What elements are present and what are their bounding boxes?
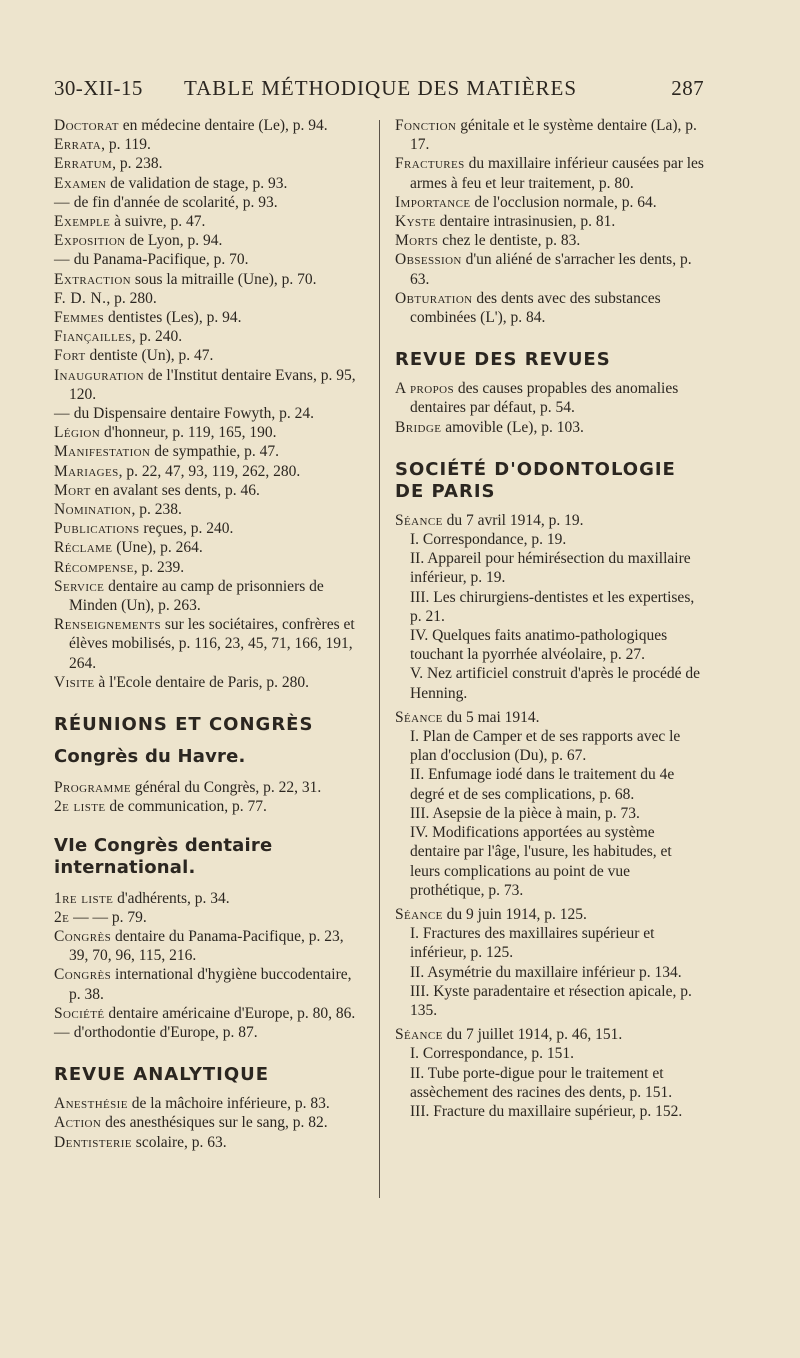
entry-text: du Dispensaire dentaire Fowyth, p. 24. [69,405,314,423]
index-entry [54,174,364,193]
index-entry [54,927,364,965]
index-entry [54,1113,364,1132]
index-entry [54,193,364,212]
header-date: 30-XII-15 [54,76,143,100]
entry-keyword: Congrès [54,927,112,945]
index-entry [54,889,364,908]
index-entry [54,462,364,481]
seance-item: III. Les chirurgiens-dentistes et les expertises, p. 21. [410,588,695,625]
entry-text: en avalant ses dents, p. 46. [90,481,260,499]
index-entry [395,418,705,437]
index-entry [54,481,364,500]
header-title: TABLE MÉTHODIQUE DES MATIÈRES [184,76,578,100]
entry-keyword: Société [54,1004,105,1022]
index-entry [54,673,364,692]
entry-keyword: Examen [54,174,107,192]
entry-keyword: Bridge [395,418,442,436]
index-entry [54,1133,364,1152]
entry-text: scolaire, p. 63. [131,1133,227,1151]
entry-text: de sympathie, p. 47. [150,443,280,461]
entry-text: dentaire intrasinusien, p. 81. [435,213,616,231]
entry-keyword: Exemple [54,213,111,231]
seance-item: I. Correspondance, p. 151. [410,1045,574,1063]
entry-text: d'un aliéné de s'arracher les dents, p. 63. [410,251,692,288]
entry-text: , p. 238. [112,155,163,173]
entry-keyword: Réclame [54,539,113,557]
entry-text: sur les sociétaires, confrères et élèves mobilisés, p. 116, 23, 45, 71, 166, 191, 264. [69,616,355,672]
entry-text: de Lyon, p. 94. [125,232,223,250]
seance-item: I. Fractures des maxillaires supérieur et inférieur, p. 125. [410,925,655,962]
entry-keyword: Service [54,577,105,595]
index-entry [54,308,364,327]
entry-text: du 5 mai 1914. [442,708,540,726]
index-entry [54,327,364,346]
entry-text: , p. 238. [131,501,182,519]
left-column [54,116,364,1152]
entry-keyword: 2e [54,908,70,926]
index-entry [54,797,364,816]
seance-list [395,511,705,1121]
entry-keyword: Doctorat [54,117,119,134]
entry-keyword: Morts [395,232,439,250]
entry-text: de l'occlusion normale, p. 64. [470,193,657,211]
index-entry [54,135,364,154]
entry-keyword: Femmes [54,309,105,327]
entry-keyword: — [54,251,70,269]
entry-text: dentaire au camp de prisonniers de Minden (Un), p. 263. [69,577,324,615]
entry-text: — — p. 79. [69,908,147,926]
index-entry [395,379,705,417]
seance-entry [395,905,705,924]
entry-text: d'adhérents, p. 34. [113,889,230,907]
index-entry [54,366,364,404]
entry-text: à suivre, p. 47. [110,213,206,231]
entry-text: chez le dentiste, p. 83. [438,232,581,250]
entry-keyword: Séance [395,1026,443,1044]
index-entry [54,154,364,173]
seance-entry [395,708,705,727]
index-entry [54,270,364,289]
havre-entry-list [54,778,364,816]
entry-keyword: Kyste [395,213,436,231]
right-column [395,116,705,1126]
entry-text: en médecine dentaire (Le), p. 94. [118,117,328,134]
revues-entry-list [395,379,705,437]
index-entry [54,423,364,442]
entry-keyword: Nomination [54,501,132,519]
entry-keyword: Visite [54,673,95,691]
entry-keyword: Action [54,1114,102,1132]
entry-keyword: F. D. N. [54,289,107,307]
index-entry [54,1023,364,1042]
seance-item: V. Nez artificiel construit d'après le procédé de Henning. [410,665,700,702]
entry-text: , p. 240. [131,328,183,346]
entry-keyword: — [54,193,70,211]
entry-text: international d'hygiène buccodentaire, p. 38. [69,966,352,1003]
index-entry [54,908,364,927]
entry-keyword: Extraction [54,270,132,288]
index-entry [54,500,364,519]
entry-keyword: Inauguration [54,366,145,384]
left-entry-list [54,116,364,692]
subheading-vi-congres: VIe Congrès dentaire international. [54,834,273,878]
entry-text: dentaire du Panama-Pacifique, p. 23, 39, 70, 96, 115, 216. [69,927,344,965]
entry-text: (Une), p. 264. [112,539,203,557]
seance-entry [395,511,705,530]
entry-keyword: A propos [395,380,454,398]
entry-keyword: Fractures [395,155,465,173]
seance-item: I. Correspondance, p. 19. [410,531,567,549]
entry-keyword: 2e liste [54,798,106,816]
entry-text: amovible (Le), p. 103. [441,418,584,436]
entry-keyword: Mariages [54,462,119,480]
section-heading-reunions: RÉUNIONS ET CONGRÈS [54,714,314,736]
entry-keyword: Fiançailles [54,328,132,346]
entry-text: sous la mitraille (Une), p. 70. [131,270,317,288]
entry-keyword: Obsession [395,251,462,269]
seance-entry [395,1025,705,1044]
index-entry [395,193,705,212]
entry-text: à l'Ecole dentaire de Paris, p. 280. [94,673,310,691]
entry-keyword: — [54,1023,70,1041]
seance-item: III. Kyste paradentaire et résection apicale, p. 135. [410,982,692,1019]
seance-item: I. Plan de Camper et de ses rapports avec le plan d'occlusion (Du), p. 67. [410,728,681,765]
entry-text: de communication, p. 77. [105,798,267,816]
entry-keyword: Congrès [54,966,112,984]
entry-text: reçues, p. 240. [139,520,234,538]
index-entry [54,289,364,308]
entry-keyword: Renseignements [54,616,161,634]
entry-text: génitale et le système dentaire (La), p. 17. [410,117,697,154]
entry-keyword: Légion [54,424,101,442]
index-entry [54,615,364,673]
entry-text: des anesthésiques sur le sang, p. 82. [101,1114,328,1132]
index-entry [54,346,364,365]
entry-keyword: Séance [395,905,443,923]
entry-text: dentaire américaine d'Europe, p. 80, 86. [104,1004,356,1022]
seance-block [395,708,705,900]
page-number: 287 [671,76,704,100]
entry-text: , p. 280. [106,289,157,307]
entry-text: du 7 avril 1914, p. 19. [442,511,584,529]
entry-text: de l'Institut dentaire Evans, p. 95, 120. [69,366,356,403]
entry-keyword: 1re liste [54,889,114,907]
section-heading-revue-analytique: REVUE ANALYTIQUE [54,1064,270,1086]
subheading-congres-havre: Congrès du Havre. [54,746,246,768]
index-entry [395,231,705,250]
entry-keyword: Séance [395,511,443,529]
entry-text: , p. 22, 47, 93, 119, 262, 280. [118,462,301,480]
index-entry [54,577,364,615]
index-entry [54,404,364,423]
index-entry [54,538,364,557]
section-heading-revue-des-revues: REVUE DES REVUES [395,349,611,371]
index-entry [54,519,364,538]
seance-item: II. Tube porte-digue pour le traitement et assèchement des racines des dents, p. 151. [410,1064,673,1101]
entry-text: du 9 juin 1914, p. 125. [442,905,587,923]
entry-keyword: Publications [54,520,140,538]
entry-text: , p. 119. [101,136,151,154]
entry-text: d'honneur, p. 119, 165, 190. [100,424,277,442]
index-entry [395,212,705,231]
seance-item: II. Asymétrie du maxillaire inférieur p. 134. [410,963,682,981]
entry-keyword: Manifestation [54,443,151,461]
entry-keyword: Erratum [54,155,113,173]
entry-text: des dents avec des substances combinées (L'), p. 84. [410,289,661,327]
seance-block [395,1025,705,1121]
running-header [54,76,704,106]
entry-text: , p. 239. [133,558,185,576]
index-entry [54,558,364,577]
entry-text: dentiste (Un), p. 47. [85,347,214,365]
index-entry [54,965,364,1003]
index-entry [54,116,364,135]
entry-text: dentistes (Les), p. 94. [104,309,242,327]
index-entry [54,231,364,250]
seance-block [395,511,705,703]
index-entry [54,778,364,797]
entry-text: d'orthodontie d'Europe, p. 87. [69,1023,258,1041]
entry-text: de validation de stage, p. 93. [106,174,288,192]
entry-keyword: Dentisterie [54,1133,132,1151]
seance-item: IV. Quelques faits anatimo-pathologiques touchant la pyorrhée alvéolaire, p. 27. [410,627,668,664]
index-entry [54,1004,364,1023]
index-entry [395,116,705,154]
index-entry [395,289,705,327]
index-entry [54,250,364,269]
entry-keyword: Exposition [54,232,126,250]
seance-block [395,905,705,1020]
entry-text: du Panama-Pacifique, p. 70. [69,251,249,269]
entry-keyword: Errata [54,136,102,154]
column-divider [379,120,380,1198]
entry-keyword: Anesthésie [54,1095,128,1113]
vi-entry-list [54,889,364,1043]
entry-text: de fin d'année de scolarité, p. 93. [69,193,278,211]
seance-item: III. Asepsie de la pièce à main, p. 73. [410,804,640,822]
index-entry [54,1094,364,1113]
entry-keyword: Importance [395,193,471,211]
index-entry [54,212,364,231]
entry-text: du 7 juillet 1914, p. 46, 151. [442,1026,623,1044]
entry-keyword: Fonction [395,117,457,134]
section-heading-societe: SOCIÉTÉ D'ODONTOLOGIE DE PARIS [395,458,676,502]
entry-keyword: Mort [54,481,91,499]
entry-keyword: Obturation [395,289,473,307]
index-entry [54,442,364,461]
seance-item: III. Fracture du maxillaire supérieur, p. 152. [410,1102,683,1120]
entry-text: général du Congrès, p. 22, 31. [131,779,322,797]
entry-text: de la mâchoire inférieure, p. 83. [127,1095,330,1113]
entry-text: du maxillaire inférieur causées par les armes à feu et leur traitement, p. 80. [410,155,704,192]
seance-item: IV. Modifications apportées au système dentaire par l'âge, l'usure, les habitudes, et leurs complications au point de vue prothétique, p. 73. [410,824,672,899]
seance-item: II. Appareil pour hémirésection du maxillaire inférieur, p. 19. [410,550,691,587]
entry-text: des causes propables des anomalies dentaires par défaut, p. 54. [410,380,679,417]
entry-keyword: Récompense [54,558,134,576]
entry-keyword: Programme [54,779,132,797]
right-entry-list [395,116,705,327]
index-entry [395,154,705,192]
seance-item: II. Enfumage iodé dans le traitement du 4e degré et de ses complications, p. 68. [410,766,675,803]
index-entry [395,250,705,288]
entry-keyword: — [54,405,70,423]
analytique-entry-list [54,1094,364,1152]
entry-keyword: Séance [395,708,443,726]
entry-keyword: Fort [54,347,86,365]
